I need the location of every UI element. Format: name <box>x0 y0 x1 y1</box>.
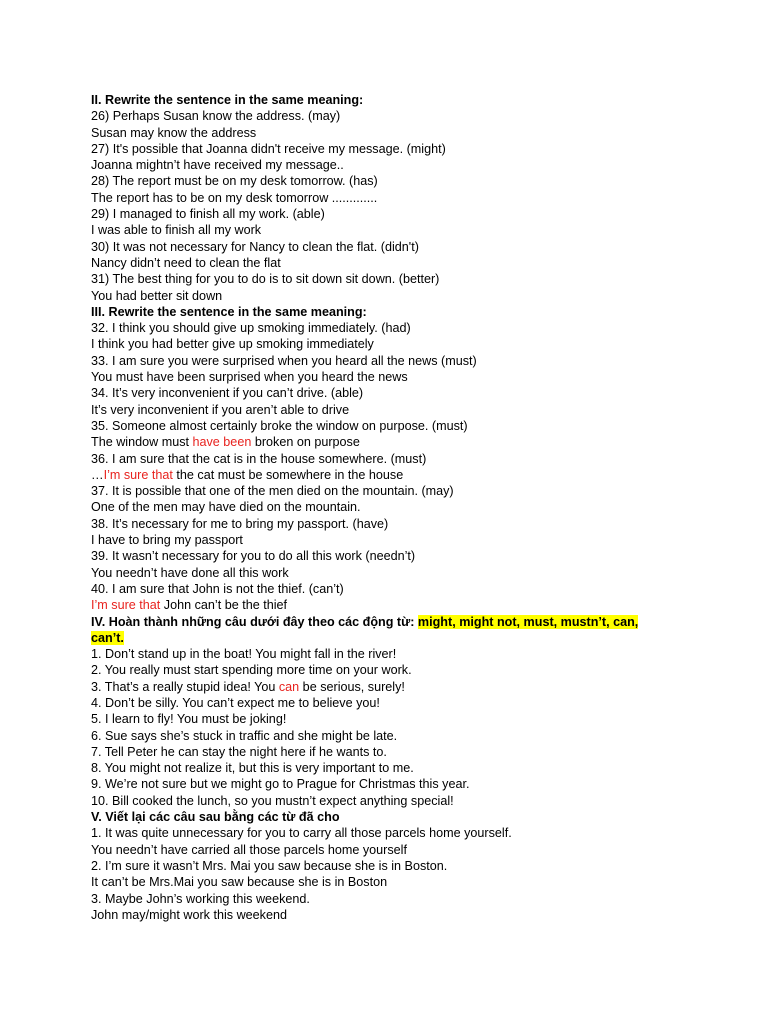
section-heading <box>91 614 671 647</box>
text-line: 4. Don’t be silly. You can’t expect me to believe you! <box>91 695 380 710</box>
text-line: 31) The best thing for you to do is to sit down sit down. (better) <box>91 272 440 287</box>
text-segment: broken on purpose <box>251 435 360 450</box>
text-line: I was able to finish all my work <box>91 223 262 238</box>
text-line: 28) The report must be on my desk tomorrow. (has) <box>91 174 378 189</box>
text-line: 9. We’re not sure but we might go to Prague for Christmas this year. <box>91 777 470 792</box>
text-line: 30) It was not necessary for Nancy to clean the flat. (didn't) <box>91 239 419 254</box>
text-line: 27) It's possible that Joanna didn't receive my message. (might) <box>91 141 446 156</box>
text-line: You needn’t have carried all those parcels home yourself <box>91 842 407 857</box>
heading-text: IV. Hoàn thành những câu dưới đây theo các động từ: <box>91 614 418 629</box>
text-segment: be serious, surely! <box>299 679 405 694</box>
text-line: One of the men may have died on the mountain. <box>91 500 361 515</box>
text-line: You must have been surprised when you heard the news <box>91 370 408 385</box>
document-body <box>91 92 691 923</box>
text-line: 8. You might not realize it, but this is very important to me. <box>91 761 414 776</box>
red-text: I’m sure that <box>103 467 173 482</box>
text-line <box>91 597 691 613</box>
text-line: 5. I learn to fly! You must be joking! <box>91 712 287 727</box>
text-line: I think you had better give up smoking immediately <box>91 337 374 352</box>
text-line: You needn’t have done all this work <box>91 565 289 580</box>
red-text: can <box>278 679 300 694</box>
red-text: I’m sure that <box>91 598 161 613</box>
text-line: 36. I am sure that the cat is in the house somewhere. (must) <box>91 451 427 466</box>
text-line: You had better sit down <box>91 288 223 303</box>
text-line: 26) Perhaps Susan know the address. (may) <box>91 109 341 124</box>
text-line: 38. It’s necessary for me to bring my passport. (have) <box>91 516 389 531</box>
text-line: John may/might work this weekend <box>91 907 287 922</box>
text-line: 6. Sue says she’s stuck in traffic and she might be late. <box>91 728 398 743</box>
text-line: 35. Someone almost certainly broke the window on purpose. (must) <box>91 418 468 433</box>
section-heading: II. Rewrite the sentence in the same meaning: <box>91 93 364 107</box>
text-line: Susan may know the address <box>91 125 257 140</box>
text-segment: the cat must be somewhere in the house <box>172 467 404 482</box>
text-line: Nancy didn’t need to clean the flat <box>91 255 281 270</box>
text-line: 33. I am sure you were surprised when you heard all the news (must) <box>91 353 477 368</box>
section-heading: V. Viết lại các câu sau bằng các từ đã cho <box>91 810 340 825</box>
text-line: The report has to be on my desk tomorrow ............. <box>91 190 378 205</box>
text-line: 10. Bill cooked the lunch, so you mustn’t expect anything special! <box>91 793 454 808</box>
text-line: It can’t be Mrs.Mai you saw because she is in Boston <box>91 875 388 890</box>
text-line: 1. It was quite unnecessary for you to carry all those parcels home yourself. <box>91 826 512 841</box>
text-line: I have to bring my passport <box>91 533 243 548</box>
text-line <box>91 467 691 483</box>
text-line: It’s very inconvenient if you aren’t able to drive <box>91 402 350 417</box>
text-line: 40. I am sure that John is not the thief. (can’t) <box>91 581 344 596</box>
text-line: 2. I’m sure it wasn’t Mrs. Mai you saw because she is in Boston. <box>91 858 448 873</box>
text-segment: 3. That’s a really stupid idea! You <box>91 679 279 694</box>
text-line <box>91 434 691 450</box>
text-line <box>91 679 691 695</box>
text-line: Joanna mightn’t have received my message.. <box>91 158 344 173</box>
section-heading: III. Rewrite the sentence in the same meaning: <box>91 304 367 319</box>
text-line: 1. Don’t stand up in the boat! You might fall in the river! <box>91 647 397 662</box>
text-line: 3. Maybe John’s working this weekend. <box>91 891 310 906</box>
red-text: have been <box>192 435 252 450</box>
text-line: 34. It’s very inconvenient if you can’t drive. (able) <box>91 386 364 401</box>
highlighted-verbs: might, might not, must, mustn’t, can, can’t. <box>91 614 639 645</box>
text-line: 32. I think you should give up smoking immediately. (had) <box>91 321 411 336</box>
text-line: 29) I managed to finish all my work. (able) <box>91 207 325 222</box>
text-line: 7. Tell Peter he can stay the night here if he wants to. <box>91 744 387 759</box>
text-segment: The window must <box>91 435 193 450</box>
text-line: 37. It is possible that one of the men died on the mountain. (may) <box>91 484 454 499</box>
text-segment: … <box>91 467 104 482</box>
text-line: 39. It wasn’t necessary for you to do all this work (needn’t) <box>91 549 416 564</box>
text-line: 2. You really must start spending more time on your work. <box>91 663 412 678</box>
text-segment: John can’t be the thief <box>160 598 288 613</box>
